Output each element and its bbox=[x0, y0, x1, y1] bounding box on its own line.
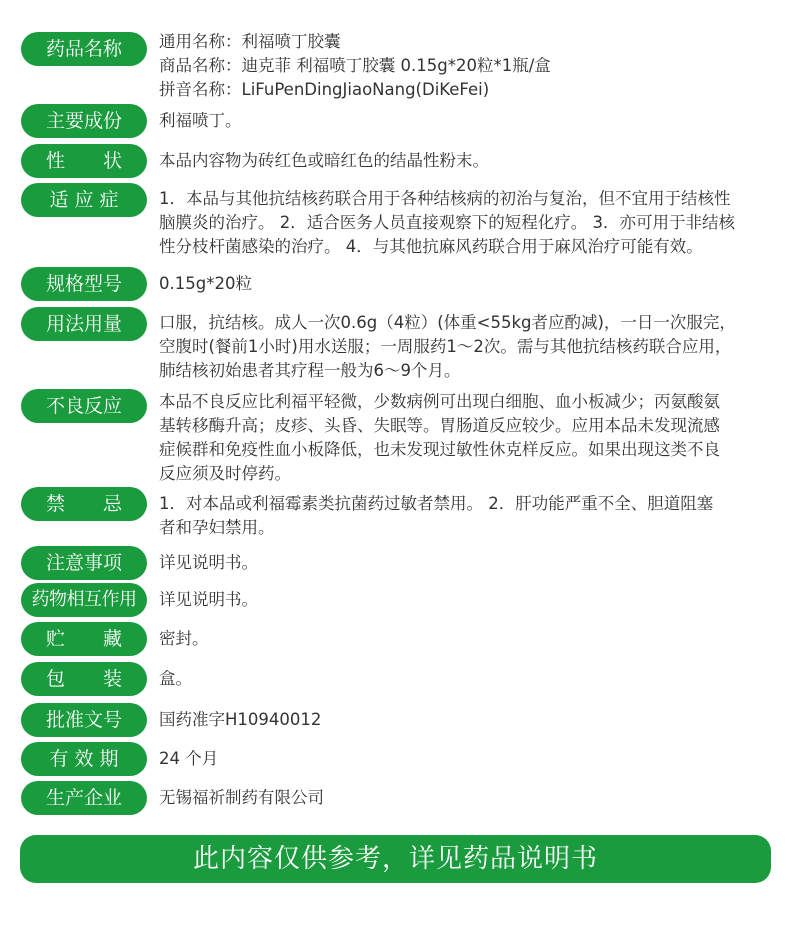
text-line: 基转移酶升高；皮疹、头昏、失眠等。胃肠道反应较少。应用本品未发现流感 bbox=[159, 416, 720, 435]
text-line: 反应须及时停药。 bbox=[159, 464, 291, 483]
label-storage: 贮 藏 bbox=[21, 622, 147, 656]
text-line: 拼音名称：LiFuPenDingJiaoNang(DiKeFei) bbox=[159, 80, 490, 99]
text-line: 详见说明书。 bbox=[159, 553, 258, 572]
label-approval-number: 批准文号 bbox=[21, 703, 147, 737]
text-line: 1．对本品或利福霉素类抗菌药过敏者禁用。 2．肝功能严重不全、胆道阻塞 bbox=[159, 494, 714, 513]
content-validity bbox=[159, 747, 779, 771]
label-indications: 适 应 症 bbox=[21, 183, 147, 217]
content-contraindications bbox=[159, 492, 779, 540]
content-manufacturer bbox=[159, 786, 779, 810]
label-contraindications: 禁 忌 bbox=[21, 487, 147, 521]
label-properties: 性 状 bbox=[21, 144, 147, 178]
text-line: 症候群和免疫性血小板降低，也未发现过敏性休克样反应。如果出现这类不良 bbox=[159, 440, 720, 459]
text-line: 本品内容物为砖红色或暗红色的结晶性粉末。 bbox=[159, 151, 489, 170]
text-line: 密封。 bbox=[159, 629, 209, 648]
text-line: 商品名称：迪克菲 利福喷丁胶囊 0.15g*20粒*1瓶/盒 bbox=[159, 56, 551, 75]
text-line: 1．本品与其他抗结核药联合用于各种结核病的初治与复治，但不宜用于结核性 bbox=[159, 189, 731, 208]
content-storage bbox=[159, 627, 779, 651]
content-specification bbox=[159, 272, 779, 296]
text-line: 利福喷丁。 bbox=[159, 111, 242, 130]
content-approval-number bbox=[159, 708, 779, 732]
label-specification: 规格型号 bbox=[21, 267, 147, 301]
text-line: 24 个月 bbox=[159, 749, 219, 768]
content-drug-name bbox=[159, 30, 779, 102]
text-line: 者和孕妇禁用。 bbox=[159, 518, 275, 537]
text-line: 盒。 bbox=[159, 669, 192, 688]
content-indications bbox=[159, 187, 779, 259]
content-ingredients bbox=[159, 109, 779, 133]
content-dosage bbox=[159, 311, 779, 383]
text-line: 本品不良反应比利福平轻微，少数病例可出现白细胞、血小板减少；丙氨酸氨 bbox=[159, 392, 720, 411]
text-line: 口服，抗结核。成人一次0.6g（4粒）(体重<55kg者应酌减)，一日一次服完， bbox=[159, 313, 736, 332]
text-line: 通用名称：利福喷丁胶囊 bbox=[159, 32, 341, 51]
label-packaging: 包 装 bbox=[21, 662, 147, 696]
content-properties bbox=[159, 149, 779, 173]
label-dosage: 用法用量 bbox=[21, 307, 147, 341]
text-line: 性分枝杆菌感染的治疗。 4．与其他抗麻风药联合用于麻风治疗可能有效。 bbox=[159, 237, 703, 256]
content-interactions bbox=[159, 588, 779, 612]
label-validity: 有 效 期 bbox=[21, 742, 147, 776]
text-line: 肺结核初始患者其疗程一般为6～9个月。 bbox=[159, 361, 461, 380]
text-line: 国药准字H10940012 bbox=[159, 710, 322, 729]
content-precautions bbox=[159, 551, 779, 575]
text-line: 空腹时(餐前1小时)用水送服；一周服药1～2次。需与其他抗结核药联合应用， bbox=[159, 337, 732, 356]
label-drug-name: 药品名称 bbox=[21, 32, 147, 66]
text-line: 0.15g*20粒 bbox=[159, 274, 252, 293]
text-line: 脑膜炎的治疗。 2．适合医务人员直接观察下的短程化疗。 3．亦可用于非结核 bbox=[159, 213, 735, 232]
content-adverse-reactions bbox=[159, 390, 779, 486]
text-line: 无锡福祈制药有限公司 bbox=[159, 788, 324, 807]
label-ingredients: 主要成份 bbox=[21, 104, 147, 138]
disclaimer-banner: 此内容仅供参考，详见药品说明书 bbox=[20, 835, 771, 883]
text-line: 详见说明书。 bbox=[159, 590, 258, 609]
label-adverse-reactions: 不良反应 bbox=[21, 389, 147, 423]
content-packaging bbox=[159, 667, 779, 691]
label-precautions: 注意事项 bbox=[21, 546, 147, 580]
label-interactions: 药物相互作用 bbox=[21, 583, 147, 617]
label-manufacturer: 生产企业 bbox=[21, 781, 147, 815]
